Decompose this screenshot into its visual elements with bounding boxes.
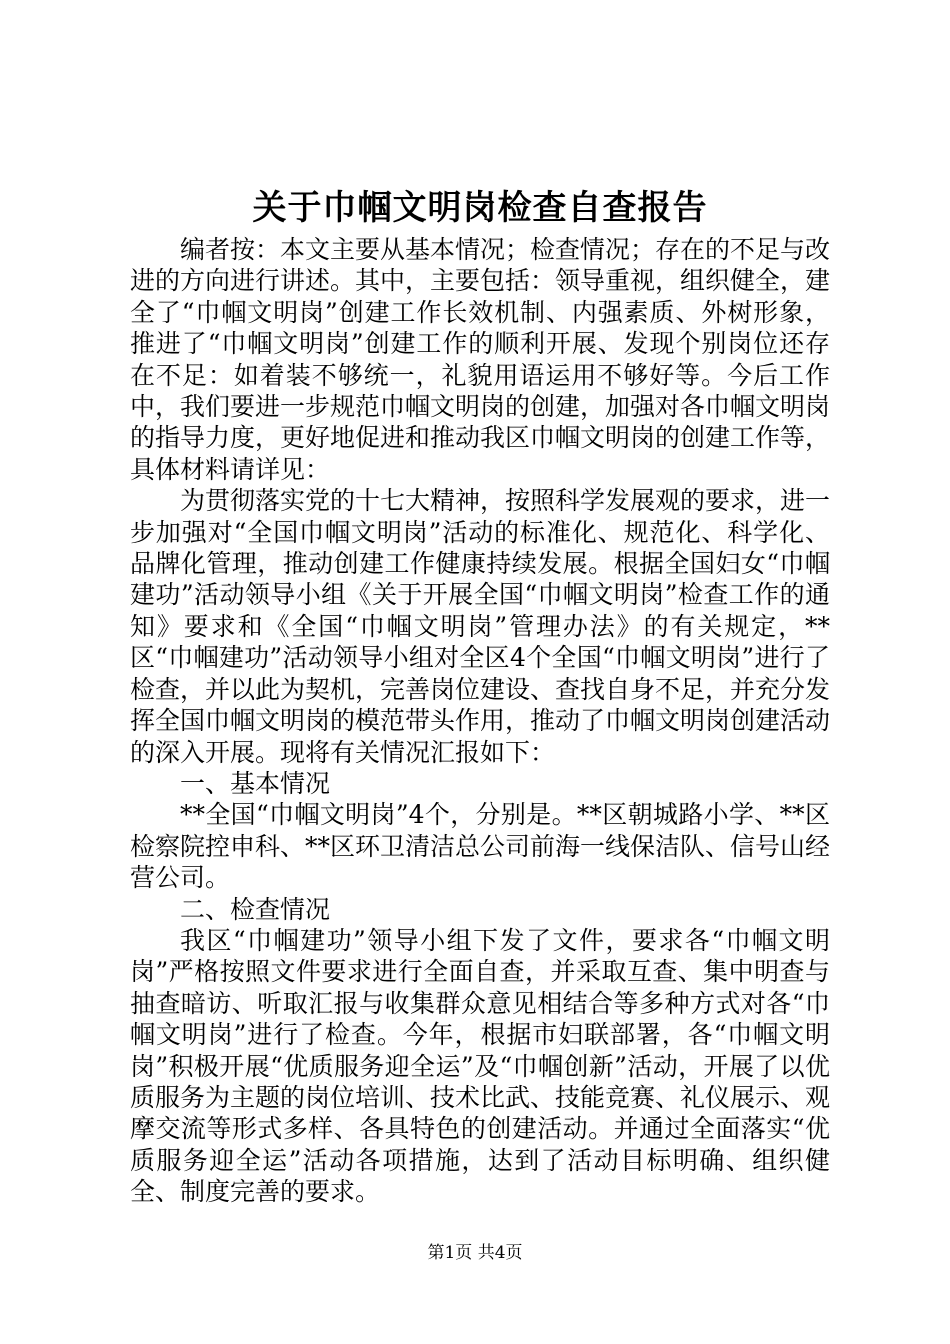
document-title: 关于巾帼文明岗检查自查报告 — [252, 188, 708, 228]
inspection-paragraph: 我区“巾帼建功”领导小组下发了文件，要求各“巾帼文明岗”严格按照文件要求进行全面自查，并采取互查、集中明查与抽查暗访、听取汇报与收集群众意见相结合等多种方式对各“巾帼文明岗”进行了检查。今年，根据市妇联部署，各“巾帼文明岗”积极开展“优质服务迎全运”及“巾帼创新”活动，开展了以优质服务为主题的岗位培训、技术比武、技能竞赛、礼仪展示、观摩交流等形式多样、各具特色的创建活动。并通过全面落实“优质服务迎全运”活动各项措施，达到了活动目标明确、组织健全、制度完善的要求。 — [130, 925, 831, 1207]
basic-info-paragraph: **全国“巾帼文明岗”4个，分别是。**区朝城路小学、**区检察院控申科、**区环卫清洁总公司前海一线保洁队、信号山经营公司。 — [130, 800, 831, 893]
section-heading-inspection: 二、检查情况 — [180, 894, 331, 924]
page-number-footer: 第1页 共4页 — [427, 1243, 523, 1263]
intro-paragraph: 为贯彻落实党的十七大精神，按照科学发展观的要求，进一步加强对“全国巾帼文明岗”活动的标准化、规范化、科学化、品牌化管理，推动创建工作健康持续发展。根据全国妇女“巾帼建功”活动领导小组《关于开展全国“巾帼文明岗”检查工作的通知》要求和《全国“巾帼文明岗”管理办法》的有关规定，**区“巾帼建功”活动领导小组对全区4个全国“巾帼文明岗”进行了检查，并以此为契机，完善岗位建设、查找自身不足，并充分发挥全国巾帼文明岗的模范带头作用，推动了巾帼文明岗创建活动的深入开展。现将有关情况汇报如下： — [130, 486, 831, 767]
document-page — [130, 186, 830, 1208]
section-heading-basic: 一、基本情况 — [180, 768, 331, 798]
editor-note-paragraph: 编者按：本文主要从基本情况；检查情况；存在的不足与改进的方向进行讲述。其中，主要包括：领导重视，组织健全，建全了“巾帼文明岗”创建工作长效机制、内强素质、外树形象，推进了“巾帼文明岗”创建工作的顺利开展、发现个别岗位还存在不足：如着装不够统一，礼貌用语运用不够好等。今后工作中，我们要进一步规范巾帼文明岗的创建，加强对各巾帼文明岗的指导力度，更好地促进和推动我区巾帼文明岗的创建工作等，具体材料请详见： — [130, 235, 831, 484]
